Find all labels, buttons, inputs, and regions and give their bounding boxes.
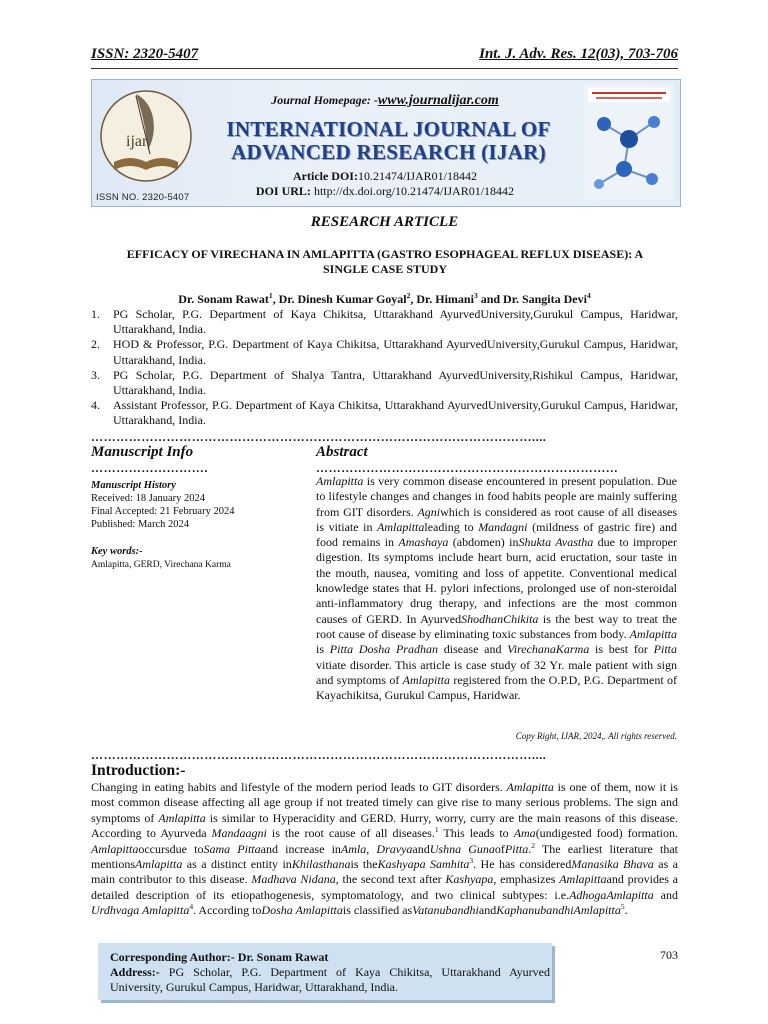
italic-term: Amlapitta xyxy=(402,672,451,687)
header-rule xyxy=(91,68,678,69)
citation-header: Int. J. Adv. Res. 12(03), 703-706 xyxy=(479,46,678,62)
italic-term: Amlapitta xyxy=(629,626,677,641)
address-text: PG Scholar, P.G. Department of Kaya Chikitsa, Uttarakhand Ayurved University, Gurukul Campus, Haridwar, Uttarakhand, India. xyxy=(110,965,550,994)
homepage-label: Journal Homepage: - xyxy=(271,93,378,107)
italic-term: Amlapitta xyxy=(158,810,206,825)
italic-term: Adhoga xyxy=(569,887,607,902)
affiliation-text: PG Scholar, P.G. Department of Shalya Tantra, Uttarakhand AyurvedUniversity,Rishikul Campus, Haridwar, Uttarakhand, India. xyxy=(113,367,678,398)
italic-term: Sama Pitta xyxy=(203,841,261,856)
italic-term: Amlapitta xyxy=(559,872,607,887)
author-name: Dr. Sangita Devi xyxy=(503,292,587,306)
affiliation-number: 4. xyxy=(91,398,100,413)
italic-term: Pitta Dosha Pradhan xyxy=(329,642,438,657)
author-affiliation-mark: 3 xyxy=(473,291,478,300)
journal-cover-image xyxy=(584,84,674,200)
italic-term: Dravya xyxy=(376,841,413,856)
article-doi-value: 10.21474/IJAR01/18442 xyxy=(357,169,477,183)
article-title: EFFICACY OF VIRECHANA IN AMLAPITTA (GASTRO ESOPHAGEAL REFLUX DISEASE): A SINGLE CASE STUDY xyxy=(126,247,644,276)
corresponding-author-address xyxy=(110,965,550,995)
italic-term: Kashyapa Samhita xyxy=(377,857,470,872)
keywords-heading: Key words:- xyxy=(91,546,143,557)
manuscript-history-heading: Manuscript History xyxy=(91,480,176,491)
journal-title-line1: INTERNATIONAL JOURNAL OF xyxy=(226,117,551,141)
copyright-note: Copy Right, IJAR, 2024,. All rights reserved. xyxy=(515,731,677,741)
article-type: RESEARCH ARTICLE xyxy=(310,214,459,230)
abstract-heading: Abstract xyxy=(316,444,368,460)
affiliation-text: PG Scholar, P.G. Department of Kaya Chikitsa, Uttarakhand AyurvedUniversity,Gurukul Campus, Haridwar, Uttarakhand, India. xyxy=(113,307,678,337)
address-label: Address:- xyxy=(110,965,160,979)
italic-term: Kashyapa xyxy=(445,872,494,887)
abstract-text: Amlapitta is very common disease encountered in present population. Due to lifestyle changes and changes in food habits people are mainly suffering from GIT disorders. Agniwhich is considered as root cause of all diseases is vitiate in Amlapittaleading to Mandagni (mildness of gastric fire) and food remains in Amashaya (abdomen) inShukta Avastha due to improper digestion. Its symptoms include heart burn, acid eructation, sour taste in the mouth, nausea, vomiting and loss of appetite. Conventional medical knowledge states that H. pylori infections, prolonged use of non-steroidal anti-inflammatory drug therapy, and infections are the most common causes of GERD. In AyurvedShodhanChikita is the best way to treat the root cause of disease by eliminating toxic substances from body. Amlapitta is Pitta Dosha Pradhan disease and VirechanaKarma is best for Pitta vitiate disorder. This article is case study of 32 Yr. male patient with sign and symptoms of Amlapitta registered from the O.P.D, P.G. Department of Kayachikitsa, Gurukul Campus, Haridwar. xyxy=(316,474,678,703)
separator-top: …………………………………………………………………………………………….... xyxy=(91,430,547,444)
journal-logo xyxy=(96,84,196,196)
page-number: 703 xyxy=(660,948,678,962)
author-name: Dr. Dinesh Kumar Goyal xyxy=(278,292,407,306)
journal-title-line2: ADVANCED RESEARCH (IJAR) xyxy=(231,140,546,164)
introduction-heading: Introduction:- xyxy=(91,762,186,779)
manuscript-info-dots: ………………………. xyxy=(91,461,208,475)
published-date: Published: March 2024 xyxy=(91,519,189,530)
received-date: Received: 18 January 2024 xyxy=(91,493,206,504)
article-doi xyxy=(200,169,570,184)
final-accepted-date: Final Accepted: 21 February 2024 xyxy=(91,506,235,517)
italic-term: Amlapitta xyxy=(606,887,654,902)
author-affiliation-mark: 4 xyxy=(586,291,591,300)
logo-issn: ISSN NO. 2320-5407 xyxy=(96,192,190,203)
affiliation-item xyxy=(91,398,678,428)
affiliation-text: HOD & Professor, P.G. Department of Kaya Chikitsa, Uttarakhand AyurvedUniversity,Gurukul Campus, Haridwar, Uttarakhand, India. xyxy=(113,337,678,367)
italic-term: Amlapitta xyxy=(377,519,425,534)
affiliation-number: 3. xyxy=(91,367,100,382)
italic-term: Madhava Nidana xyxy=(251,872,336,887)
homepage-link[interactable]: www.journalijar.com xyxy=(377,93,499,108)
separator-bottom: …………………………………………………………………………………………….... xyxy=(91,748,547,762)
italic-term: VirechanaKarma xyxy=(507,642,590,657)
italic-term: KaphanubandhiAmlapitta xyxy=(496,903,621,918)
italic-term: Amlapitta xyxy=(135,857,183,872)
italic-term: Amashaya xyxy=(398,535,449,550)
italic-term: ShodhanChikita xyxy=(461,611,539,626)
journal-homepage xyxy=(200,93,570,109)
italic-term: Amlapitta xyxy=(91,841,139,856)
italic-term: Urdhvaga Amlapitta xyxy=(91,903,190,918)
introduction-text: Changing in eating habits and lifestyle of the modern period leads to GIT disorders. Amlapitta is one of them, now it is most common disease affecting all age group if not treated timely can give rise to many serious problems. The sign and symptoms of Amlapitta is similar to Hyperacidity and GERD. Hurry, worry, curry are the main reasons of this disease. According to Ayurveda Mandaagni is the root cause of all diseases.$^1$ This leads to Ama(undigested food) formation. Amlapittaoccursdue toSama Pittaand increase inAmla, DravyaandUshna GunaofPitta.$^2$ The earliest literature that mentionsAmlapitta as a distinct entity inKhilasthanais theKashyapa Samhita$^3$. He has consideredManasika Bhava as a main contributor to this disease. Madhava Nidana, the second text after Kashyapa, emphasizes Amlapittaand provides a detailed description of its etiopathogenesis, symptomatology, and two clinical subtypes: i.e.AdhogaAmlapitta and Urdhvaga Amlapitta$^4$. According toDosha Amlapittais classified asVatanubandhiandKaphanubandhiAmlapitta$^5$. xyxy=(91,780,679,918)
italic-term: Dosha Amlapitta xyxy=(261,903,343,918)
journal-title xyxy=(196,118,581,164)
affiliation-number: 2. xyxy=(91,337,100,352)
citation-ref: 5 xyxy=(620,902,625,912)
italic-term: Manasika Bhava xyxy=(571,857,654,872)
italic-term: Pitta xyxy=(504,841,529,856)
keywords: Amlapitta, GERD, Virechana Karma xyxy=(91,560,231,570)
affiliation-item xyxy=(91,368,678,398)
abstract-dots: ……………………………………………………………… xyxy=(316,461,619,475)
italic-term: Ushna Guna xyxy=(429,841,495,856)
author-name: Dr. Himani xyxy=(416,292,474,306)
article-doi-label: Article DOI: xyxy=(293,169,358,183)
citation-ref: 2 xyxy=(531,840,535,850)
italic-term: Amlapitta xyxy=(506,780,554,794)
author-name: Dr. Sonam Rawat xyxy=(178,292,269,306)
affiliation-item xyxy=(91,307,678,337)
italic-term: Ama xyxy=(513,826,536,841)
italic-term: Amla xyxy=(340,841,367,856)
citation-ref: 3 xyxy=(469,856,474,866)
italic-term: Shukta Avastha xyxy=(518,535,594,550)
author-affiliation-mark: 1 xyxy=(268,291,273,300)
doi-url-label: DOI URL: xyxy=(255,184,311,198)
doi-url xyxy=(200,184,570,199)
italic-term: Pitta xyxy=(653,642,677,657)
manuscript-info-heading: Manuscript Info xyxy=(91,444,194,460)
citation-ref: 1 xyxy=(434,825,439,835)
author-list: Dr. Sonam Rawat$^1$, Dr. Dinesh Kumar Goyal$^2$, Dr. Himani$^3$ and Dr. Sangita Devi$^4$ xyxy=(178,291,591,306)
italic-term: Khilasthana xyxy=(291,857,351,872)
italic-term: Mandaagni xyxy=(211,826,267,841)
italic-term: Amlapitta xyxy=(316,474,364,488)
svg-text:ijar: ijar xyxy=(126,133,148,150)
italic-term: Agni xyxy=(417,504,441,519)
citation-ref: 4 xyxy=(189,902,194,912)
author-affiliation-mark: 2 xyxy=(406,291,411,300)
affiliation-number: 1. xyxy=(91,307,100,321)
doi-url-link[interactable]: http://dx.doi.org/10.21474/IJAR01/18442 xyxy=(313,184,515,198)
issn-header: ISSN: 2320-5407 xyxy=(91,46,199,62)
corresponding-author-heading: Corresponding Author:- Dr. Sonam Rawat xyxy=(110,950,329,964)
affiliation-text: Assistant Professor, P.G. Department of Kaya Chikitsa, Uttarakhand AyurvedUniversity,Gurukul Campus, Haridwar, Uttarakhand, India. xyxy=(113,398,678,428)
affiliation-item xyxy=(91,337,678,367)
affiliation-list xyxy=(91,307,678,429)
italic-term: Mandagni xyxy=(478,519,528,534)
italic-term: Vatanubandhi xyxy=(412,903,479,918)
